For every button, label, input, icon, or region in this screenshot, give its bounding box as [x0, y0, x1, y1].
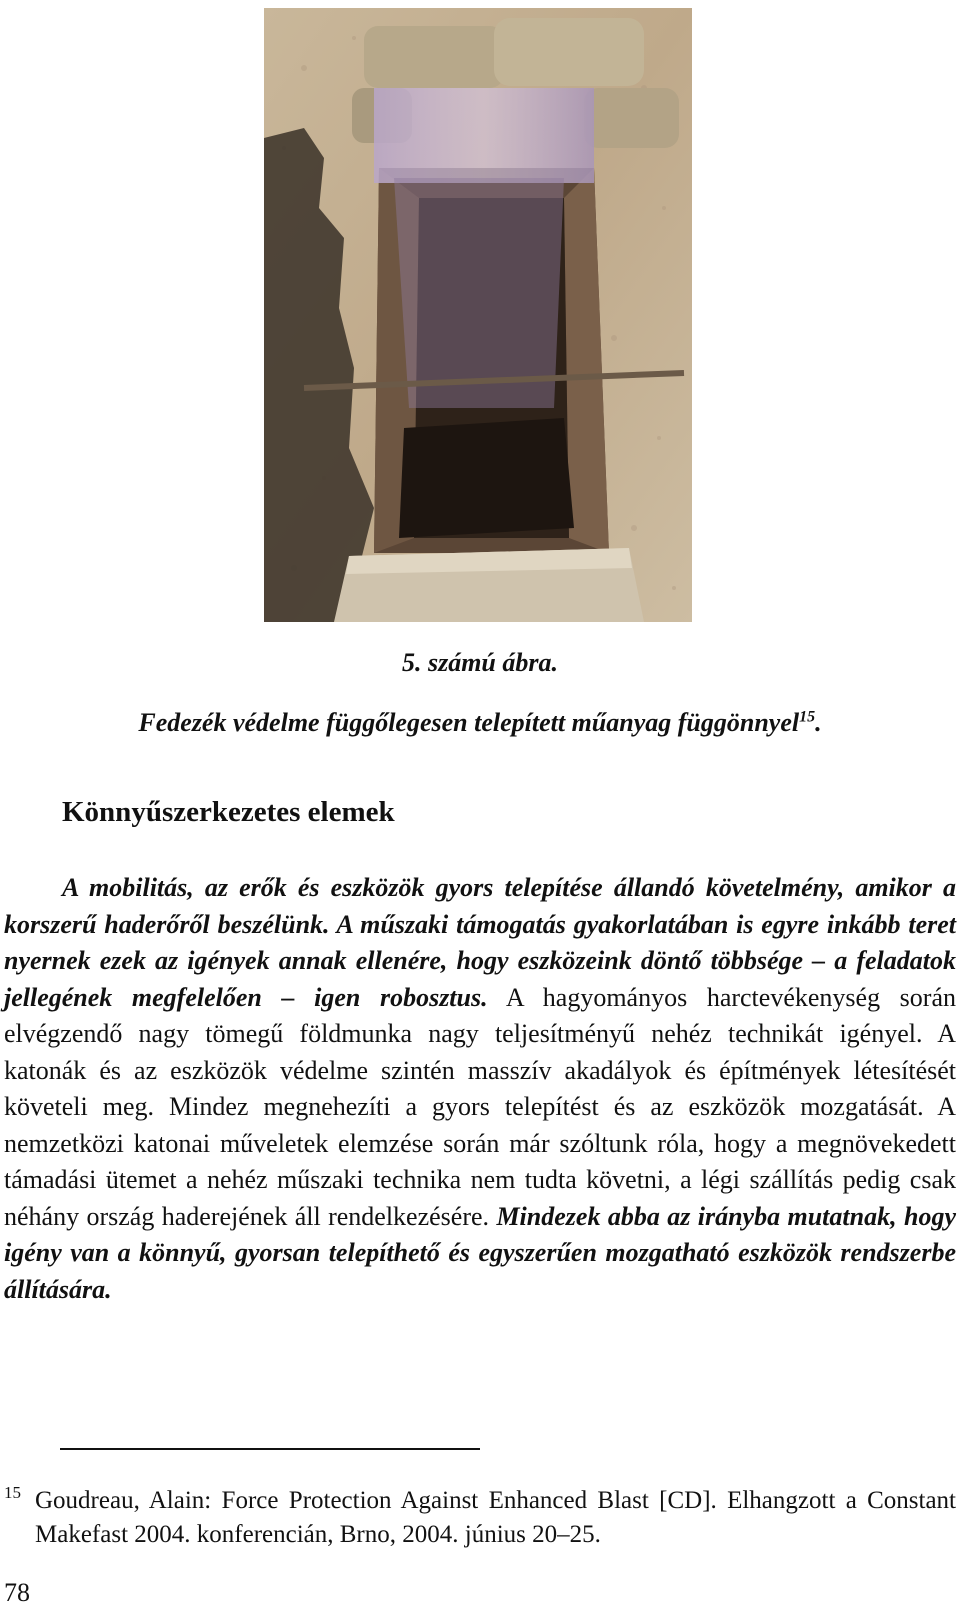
body-paragraph — [4, 870, 956, 1308]
figure-caption — [0, 708, 960, 738]
figure-number: 5. számú ábra. — [401, 648, 559, 677]
footnote-divider — [60, 1448, 480, 1450]
figure-caption-text: Fedezék védelme függőlegesen telepített műanyag függönnyel — [138, 708, 800, 737]
paragraph-emphasis-conclusion: Mindezek abba az irányba mutatnak, hogy igény van a könnyű, gyorsan telepíthető és egyszerűen mozgatható eszközök rendszerbe állítására. — [4, 1201, 956, 1304]
section-heading: Könnyűszerkezetes elemek — [62, 796, 395, 828]
paragraph-regular-text: A hagyományos harctevékenység során elvégzendő nagy tömegű földmunka nagy teljesítményű nehéz technikát igényel. A katonák és az eszközök védelme szintén masszív akadályok és építmények létesítését követeli meg. Mindez megnehezíti a gyors telepítést és az eszközök mozgatását. A nemzetközi katonai műveletek elemzése során már szóltunk róla, hogy a megnövekedett támadási ütemet a nehéz műszaki technika nem tudta követni, a légi szállítás pedig csak néhány ország haderejének áll rendelkezésére. — [4, 982, 957, 1231]
footnote-reference: 15 — [799, 708, 816, 726]
paragraph-emphasis-intro: A mobilitás, az erők és eszközök gyors telepítése állandó követelmény, amikor a korszerű haderőről beszélünk. A műszaki támogatás gyakorlatában is egyre inkább teret nyernek ezek az igények annak ellenére, hogy eszközeink döntő többsége – a feladatok jellegének megfelelően – igen robosztus. — [4, 873, 956, 1012]
footnote-number: 15 — [4, 1483, 21, 1502]
footnote-text: Goudreau, Alain: Force Protection Against Enhanced Blast [CD]. Elhangzott a Constant Makefast 2004. konferencián, Brno, 2004. június 20–25. — [35, 1487, 956, 1548]
page-number: 78 — [4, 1578, 30, 1607]
footnote — [4, 1484, 956, 1552]
trench-photo-illustration — [264, 8, 692, 622]
trench-photo — [264, 8, 692, 622]
figure-caption-end: . — [815, 708, 822, 737]
